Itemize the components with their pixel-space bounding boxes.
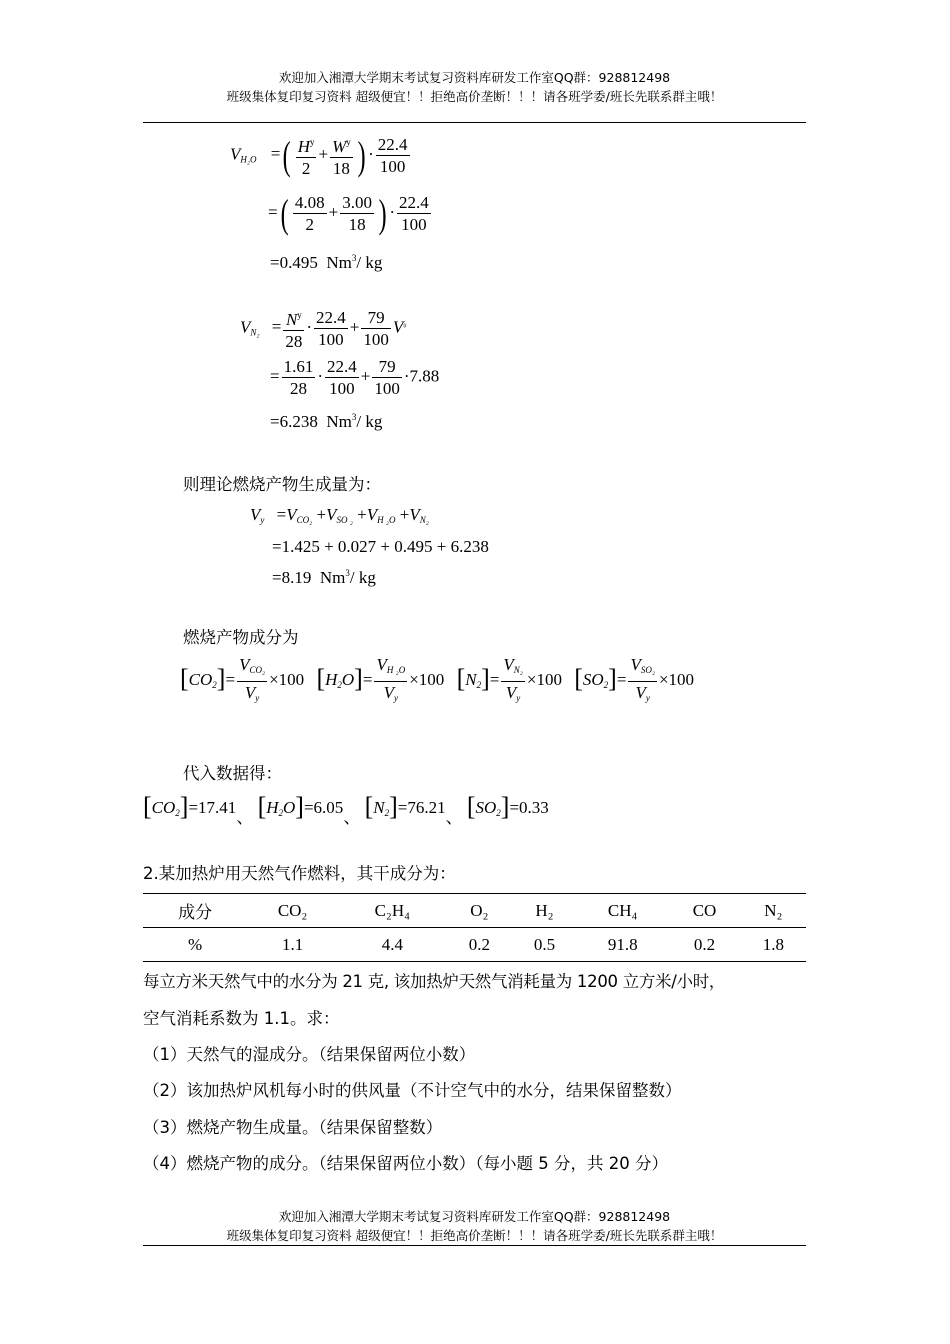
table-cell: 0.2 (668, 928, 740, 962)
eq-vy-line3: =8.19 Nm$^3$/ kg (272, 568, 376, 587)
problem2-line2: 空气消耗系数为 1.1。求： (143, 1009, 340, 1028)
question-2: （2）该加热炉风机每小时的供风量（不计空气中的水分，结果保留整数） (143, 1081, 682, 1100)
ratio-so2: $[SO_2]=$ $\frac{V_{SO_2}}{V_y}$ ×100 (574, 655, 695, 703)
eq-vy-line1: $V_y =V_{CO_2} +V_{SO _2} +V_{H _2O} +V_{N_2}$ (250, 505, 429, 525)
page-header (143, 68, 806, 106)
eq-h2o-line2: =( $\frac{4.08}{2}$ + $\frac{3.00}{18}$ ) · $\frac{22.4}{100}$ (268, 190, 429, 236)
table-cell: 91.8 (577, 928, 668, 962)
result-n2: $[N_2]=76.21$、 (364, 792, 463, 827)
eq-h2o-result: =0.495 Nm$^3$/ kg (270, 253, 383, 272)
table-cell: 0.5 (512, 928, 577, 962)
footer-rule (143, 1245, 806, 1246)
question-3: （3）燃烧产物生成量。（结果保留整数） (143, 1118, 443, 1137)
header-line-1: 欢迎加入湘潭大学期末考试复习资料库研发工作室QQ群：928812498 (278, 70, 671, 85)
results-line (143, 792, 549, 828)
table-cell: 4.4 (338, 928, 447, 962)
composition-table (143, 893, 806, 962)
text-substitute: 代入数据得： (183, 764, 282, 783)
eq-h2o-line1: $V_{H_2O}$ =( $\frac{H^y}{2}$ + $\frac{W^y}{18}$ ) · $\frac{22.4}{100}$ (230, 132, 408, 178)
eq-n2-result: =6.238 Nm$^3$/ kg (270, 412, 383, 431)
header-line-2: 班级集体复印复习资料 超级便宜！！拒绝高价垄断！！！请各班学委/班长先联系群主哦！ (226, 89, 723, 104)
header-rule (143, 122, 806, 123)
page-footer (143, 1207, 806, 1245)
text-components: 燃烧产物成分为 (183, 628, 299, 647)
ratio-h2o: $[H_2O]=$ $\frac{V_{H _2O}}{V_y}$ ×100 (316, 655, 445, 703)
table-cell: 1.8 (741, 928, 806, 962)
question-4: （4）燃烧产物的成分。（结果保留两位小数）（每小题 5 分，共 20 分） (143, 1154, 668, 1173)
table-header-row (143, 894, 806, 928)
table-header-cell: CO₂ (247, 894, 338, 928)
table-cell: 1.1 (247, 928, 338, 962)
table-header-cell: N₂ (741, 894, 806, 928)
table-cell: % (143, 928, 247, 962)
ratio-co2: $[CO_2]=$ $\frac{V_{CO_2}}{V_y}$ ×100 (180, 655, 305, 703)
ratio-formulas (180, 655, 694, 708)
ratio-n2: $[N_2]=$ $\frac{V_{N_2}}{V_y}$ ×100 (456, 655, 562, 703)
eq-n2-line2: = $\frac{1.61}{28}$ · $\frac{22.4}{100}$ + $\frac{79}{100}$ ·7.88 (270, 357, 440, 398)
table-header-cell: O₂ (447, 894, 512, 928)
result-so2: $[SO_2]=0.33$ (466, 792, 549, 821)
table-header-cell: CO (668, 894, 740, 928)
table-header-cell: C₂H₄ (338, 894, 447, 928)
question-1: （1）天然气的湿成分。（结果保留两位小数） (143, 1045, 476, 1064)
problem2-line1: 每立方米天然气中的水分为 21 克, 该加热炉天然气消耗量为 1200 立方米/小时， (143, 972, 726, 991)
footer-line-2: 班级集体复印复习资料 超级便宜！！拒绝高价垄断！！！请各班学委/班长先联系群主哦！ (226, 1228, 723, 1243)
table-header-cell: CH₄ (577, 894, 668, 928)
result-h2o: $[H_2O]=6.05$、 (257, 792, 361, 827)
footer-line-1: 欢迎加入湘潭大学期末考试复习资料库研发工作室QQ群：928812498 (278, 1209, 671, 1224)
table-row (143, 928, 806, 962)
result-co2: $[CO_2]=17.41$、 (143, 792, 254, 827)
table-header-cell: 成分 (143, 894, 247, 928)
problem2-title: 2.某加热炉用天然气作燃料，其干成分为： (143, 864, 456, 883)
eq-vy-line2: =1.425 + 0.027 + 0.495 + 6.238 (272, 537, 489, 556)
table-cell: 0.2 (447, 928, 512, 962)
text-theory: 则理论燃烧产物生成量为： (183, 475, 381, 494)
table-header-cell: H₂ (512, 894, 577, 928)
eq-n2-line1: $V_{N_2}$ = $\frac{N^y}{28}$ · $\frac{22.4}{100}$ + $\frac{79}{100}$ $V^{_0}$ (240, 308, 407, 351)
